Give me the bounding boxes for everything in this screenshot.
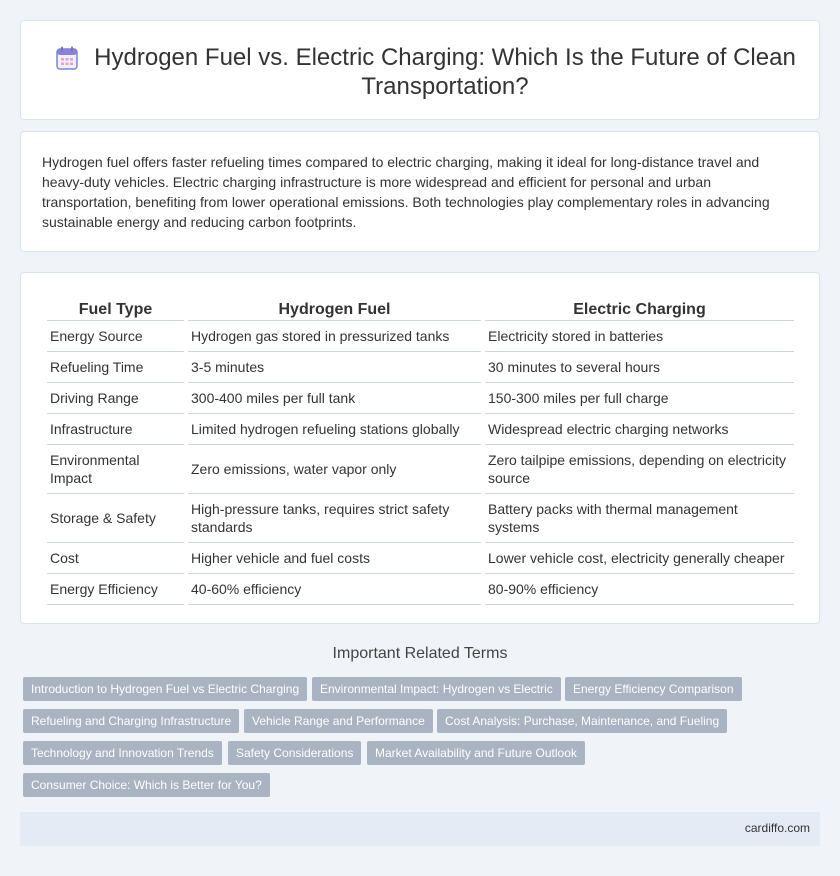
- summary-card: [20, 131, 820, 252]
- summary-text: Hydrogen fuel offers faster refueling times compared to electric charging, making it ideal for long-distance travel and heavy-duty vehicles. Electric charging infrastructure is more widespread and efficient for personal and urban transportation, benefiting from lower operational emissions. Both technologies play complementary roles in advancing sustainable energy and reducing carbon footprints.: [42, 154, 770, 230]
- table-row: [47, 445, 794, 494]
- table-row: [47, 574, 794, 605]
- table-cell: Environmental Impact: [47, 445, 184, 494]
- table-cell: 80-90% efficiency: [485, 574, 794, 605]
- table-cell: Widespread electric charging networks: [485, 414, 794, 445]
- table-cell: 300-400 miles per full tank: [188, 383, 481, 414]
- calendar-icon: [56, 46, 78, 70]
- footer: [20, 812, 820, 846]
- page-title: Hydrogen Fuel vs. Electric Charging: Which Is the Future of Clean Transportation?: [94, 44, 796, 100]
- comparison-table: [43, 293, 798, 605]
- table-row: [47, 352, 794, 383]
- table-cell: Limited hydrogen refueling stations globally: [188, 414, 481, 445]
- table-row: [47, 543, 794, 574]
- tag-link[interactable]: Technology and Innovation Trends: [23, 741, 222, 765]
- column-header-fuel-type: Fuel Type: [47, 293, 184, 321]
- table-cell: Energy Source: [47, 321, 184, 352]
- tag-link[interactable]: Safety Considerations: [228, 741, 361, 765]
- table-cell: Cost: [47, 543, 184, 574]
- table-row: [47, 414, 794, 445]
- table-cell: Battery packs with thermal management systems: [485, 494, 794, 543]
- table-cell: Lower vehicle cost, electricity generally cheaper: [485, 543, 794, 574]
- tag-link[interactable]: Cost Analysis: Purchase, Maintenance, and Fueling: [437, 709, 727, 733]
- related-terms-heading: Important Related Terms: [332, 645, 508, 662]
- table-cell: Zero tailpipe emissions, depending on electricity source: [485, 445, 794, 494]
- table-cell: Hydrogen gas stored in pressurized tanks: [188, 321, 481, 352]
- tag-link[interactable]: Consumer Choice: Which is Better for You?: [23, 773, 270, 797]
- comparison-table-card: [20, 272, 820, 624]
- tag-link[interactable]: Introduction to Hydrogen Fuel vs Electric Charging: [23, 677, 307, 701]
- table-cell: High-pressure tanks, requires strict safety standards: [188, 494, 481, 543]
- tag-link[interactable]: Market Availability and Future Outlook: [367, 741, 585, 765]
- table-cell: Driving Range: [47, 383, 184, 414]
- table-cell: 150-300 miles per full charge: [485, 383, 794, 414]
- table-cell: 30 minutes to several hours: [485, 352, 794, 383]
- tag-link[interactable]: Refueling and Charging Infrastructure: [23, 709, 239, 733]
- tag-link[interactable]: Environmental Impact: Hydrogen vs Electric: [312, 677, 561, 701]
- table-cell: Higher vehicle and fuel costs: [188, 543, 481, 574]
- table-cell: Energy Efficiency: [47, 574, 184, 605]
- column-header-hydrogen-fuel: Hydrogen Fuel: [188, 293, 481, 321]
- tag-link[interactable]: Energy Efficiency Comparison: [565, 677, 742, 701]
- column-header-electric-charging: Electric Charging: [485, 293, 794, 321]
- table-cell: Infrastructure: [47, 414, 184, 445]
- table-cell: Refueling Time: [47, 352, 184, 383]
- table-cell: Storage & Safety: [47, 494, 184, 543]
- table-cell: Zero emissions, water vapor only: [188, 445, 481, 494]
- table-row: [47, 321, 794, 352]
- table-header-row: [47, 293, 794, 321]
- table-row: [47, 494, 794, 543]
- header-card: [20, 20, 820, 120]
- table-cell: 40-60% efficiency: [188, 574, 481, 605]
- table-cell: 3-5 minutes: [188, 352, 481, 383]
- table-row: [47, 383, 794, 414]
- footer-site-link[interactable]: cardiffo.com: [744, 821, 810, 835]
- table-cell: Electricity stored in batteries: [485, 321, 794, 352]
- tag-link[interactable]: Vehicle Range and Performance: [244, 709, 433, 733]
